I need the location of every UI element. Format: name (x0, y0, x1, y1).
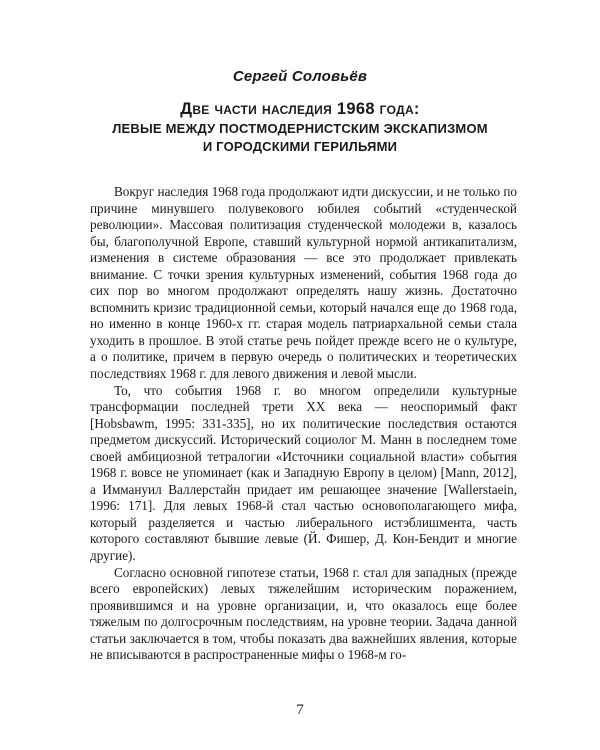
chapter-title-block (40, 98, 560, 156)
paragraph-2: То, что события 1968 г. во многом определили культурные трансформации последней трети XX века — неоспоримый факт [Hobsbawm, 1995: 331-335], но их политические последствия остаются предметом дискуссий. Исторический социолог М. Манн в последнем томе своей амбициозной тетралогии «Источники социальной власти» события 1968 г. вовсе не упоминает (как и Западную Европу в целом) [Mann, 2012], а Иммануил Валлерстайн придает им решающее значение [Wallerstaein, 1996: 171]. Для левых 1968-й стал частью основополагающего мифа, который разделяется и частью либерального истэблишмента, часть которого составляют бывшие левые (Й. Фишер, Д. Кон-Бендит и многие другие). (90, 382, 517, 564)
author-name: Сергей Соловьёв (232, 68, 368, 85)
body-text (90, 184, 517, 664)
chapter-subtitle-line-2: И ГОРОДСКИМИ ГЕРИЛЬЯМИ (202, 139, 398, 154)
chapter-title: Две части наследия 1968 года: (180, 100, 420, 118)
paragraph-1: Вокруг наследия 1968 года продолжают идти дискуссии, и не только по причине минувшего полувекового юбилея событий «студенческой революции». Массовая политизация студенческой молодежи в, казалось бы, благополучной Европе, ставший культурной нормой антикапитализм, изменения в системе образования — все это продолжает привлекать внимание. С точки зрения культурных изменений, события 1968 года до сих пор во многом продолжают определять нашу жизнь. Достаточно вспомнить кризис традиционной семьи, который начался еще до 1968 года, но именно в конце 1960-х гг. старая модель патриархальной семьи стала уходить в прошлое. В этой статье речь пойдет прежде всего не о культуре, а о политике, причем в первую очередь о политических и теоретических последствиях 1968 г. для левого движения и левой мысли. (90, 184, 517, 382)
page-number: 7 (296, 702, 304, 718)
paragraph-3: Согласно основной гипотезе статьи, 1968 г. стал для западных (прежде всего европейских) левых тяжелейшим историческим поражением, проявившимся и на уровне организации, и, что оказалось еще более тяжелым по долгосрочным последствиям, на уровне теории. Задача данной статьи заключается в том, чтобы показать два важнейших явления, которые не вписываются в распространенные мифы о 1968-м го- (90, 564, 517, 663)
chapter-subtitle-line-1: ЛЕВЫЕ МЕЖДУ ПОСТМОДЕРНИСТСКИМ ЭКСКАПИЗМОМ (112, 121, 488, 136)
